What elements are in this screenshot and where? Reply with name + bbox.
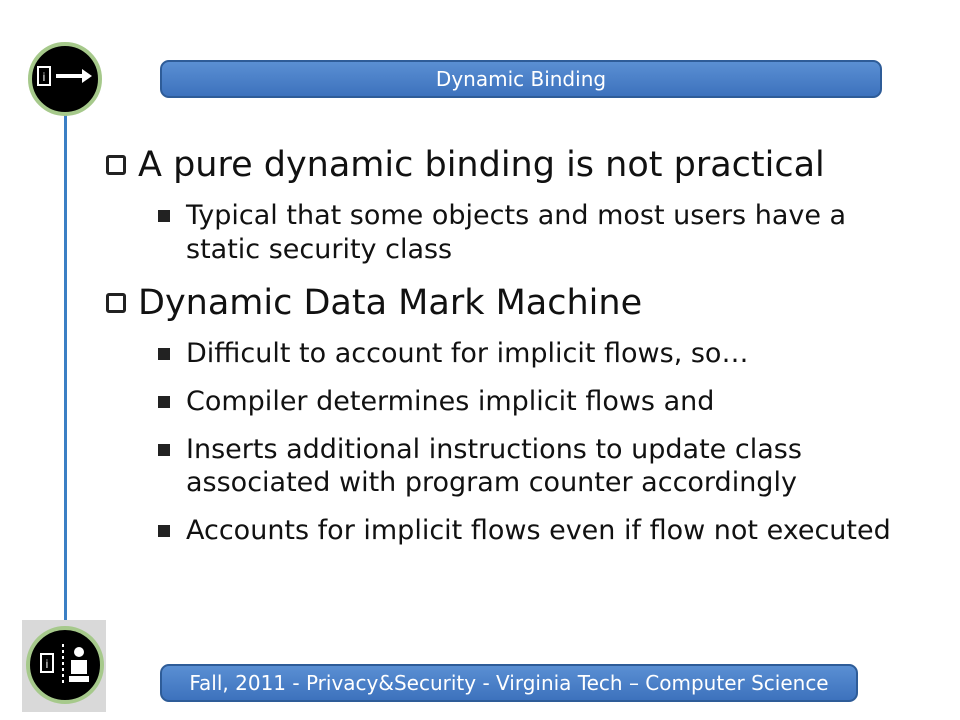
svg-text:i: i	[45, 657, 49, 671]
bullet-level1	[100, 283, 940, 323]
side-rule	[64, 112, 67, 632]
info-arrow-icon	[28, 42, 102, 116]
bullet-text: Typical that some objects and most users have a static security class	[186, 200, 847, 265]
square-bullet-icon	[158, 444, 170, 456]
bullet-level2	[158, 337, 940, 371]
bullet-level1	[100, 145, 940, 185]
info-guard-icon	[26, 626, 104, 704]
bullet-text: Dynamic Data Mark Machine	[138, 282, 643, 323]
slide-title-bar	[160, 60, 882, 98]
square-bullet-icon	[158, 210, 170, 222]
square-bullet-icon	[158, 348, 170, 360]
bullet-level2	[158, 385, 940, 419]
bullet-text: Difficult to account for implicit flows, so…	[186, 338, 749, 369]
bullet-level2	[158, 514, 940, 548]
square-bullet-icon	[158, 396, 170, 408]
bullet-level2	[158, 199, 940, 267]
slide-content	[100, 135, 940, 548]
footer-bar	[160, 664, 858, 702]
checkbox-bullet-icon	[106, 293, 126, 313]
bullet-text: Inserts additional instructions to update class associated with program counter accordingly	[186, 433, 802, 499]
svg-text:i: i	[42, 70, 46, 84]
bullet-text: A pure dynamic binding is not practical	[138, 145, 825, 185]
bullet-level2	[158, 433, 940, 501]
slide-title: Dynamic Binding	[435, 67, 607, 91]
square-bullet-icon	[158, 525, 170, 537]
bullet-text: Compiler determines implicit flows and	[186, 385, 715, 417]
footer-text: Fall, 2011 - Privacy&Security - Virginia Tech – Computer Science	[189, 671, 829, 695]
checkbox-bullet-icon	[106, 155, 126, 175]
bullet-text: Accounts for implicit flows even if flow not executed	[186, 515, 891, 546]
